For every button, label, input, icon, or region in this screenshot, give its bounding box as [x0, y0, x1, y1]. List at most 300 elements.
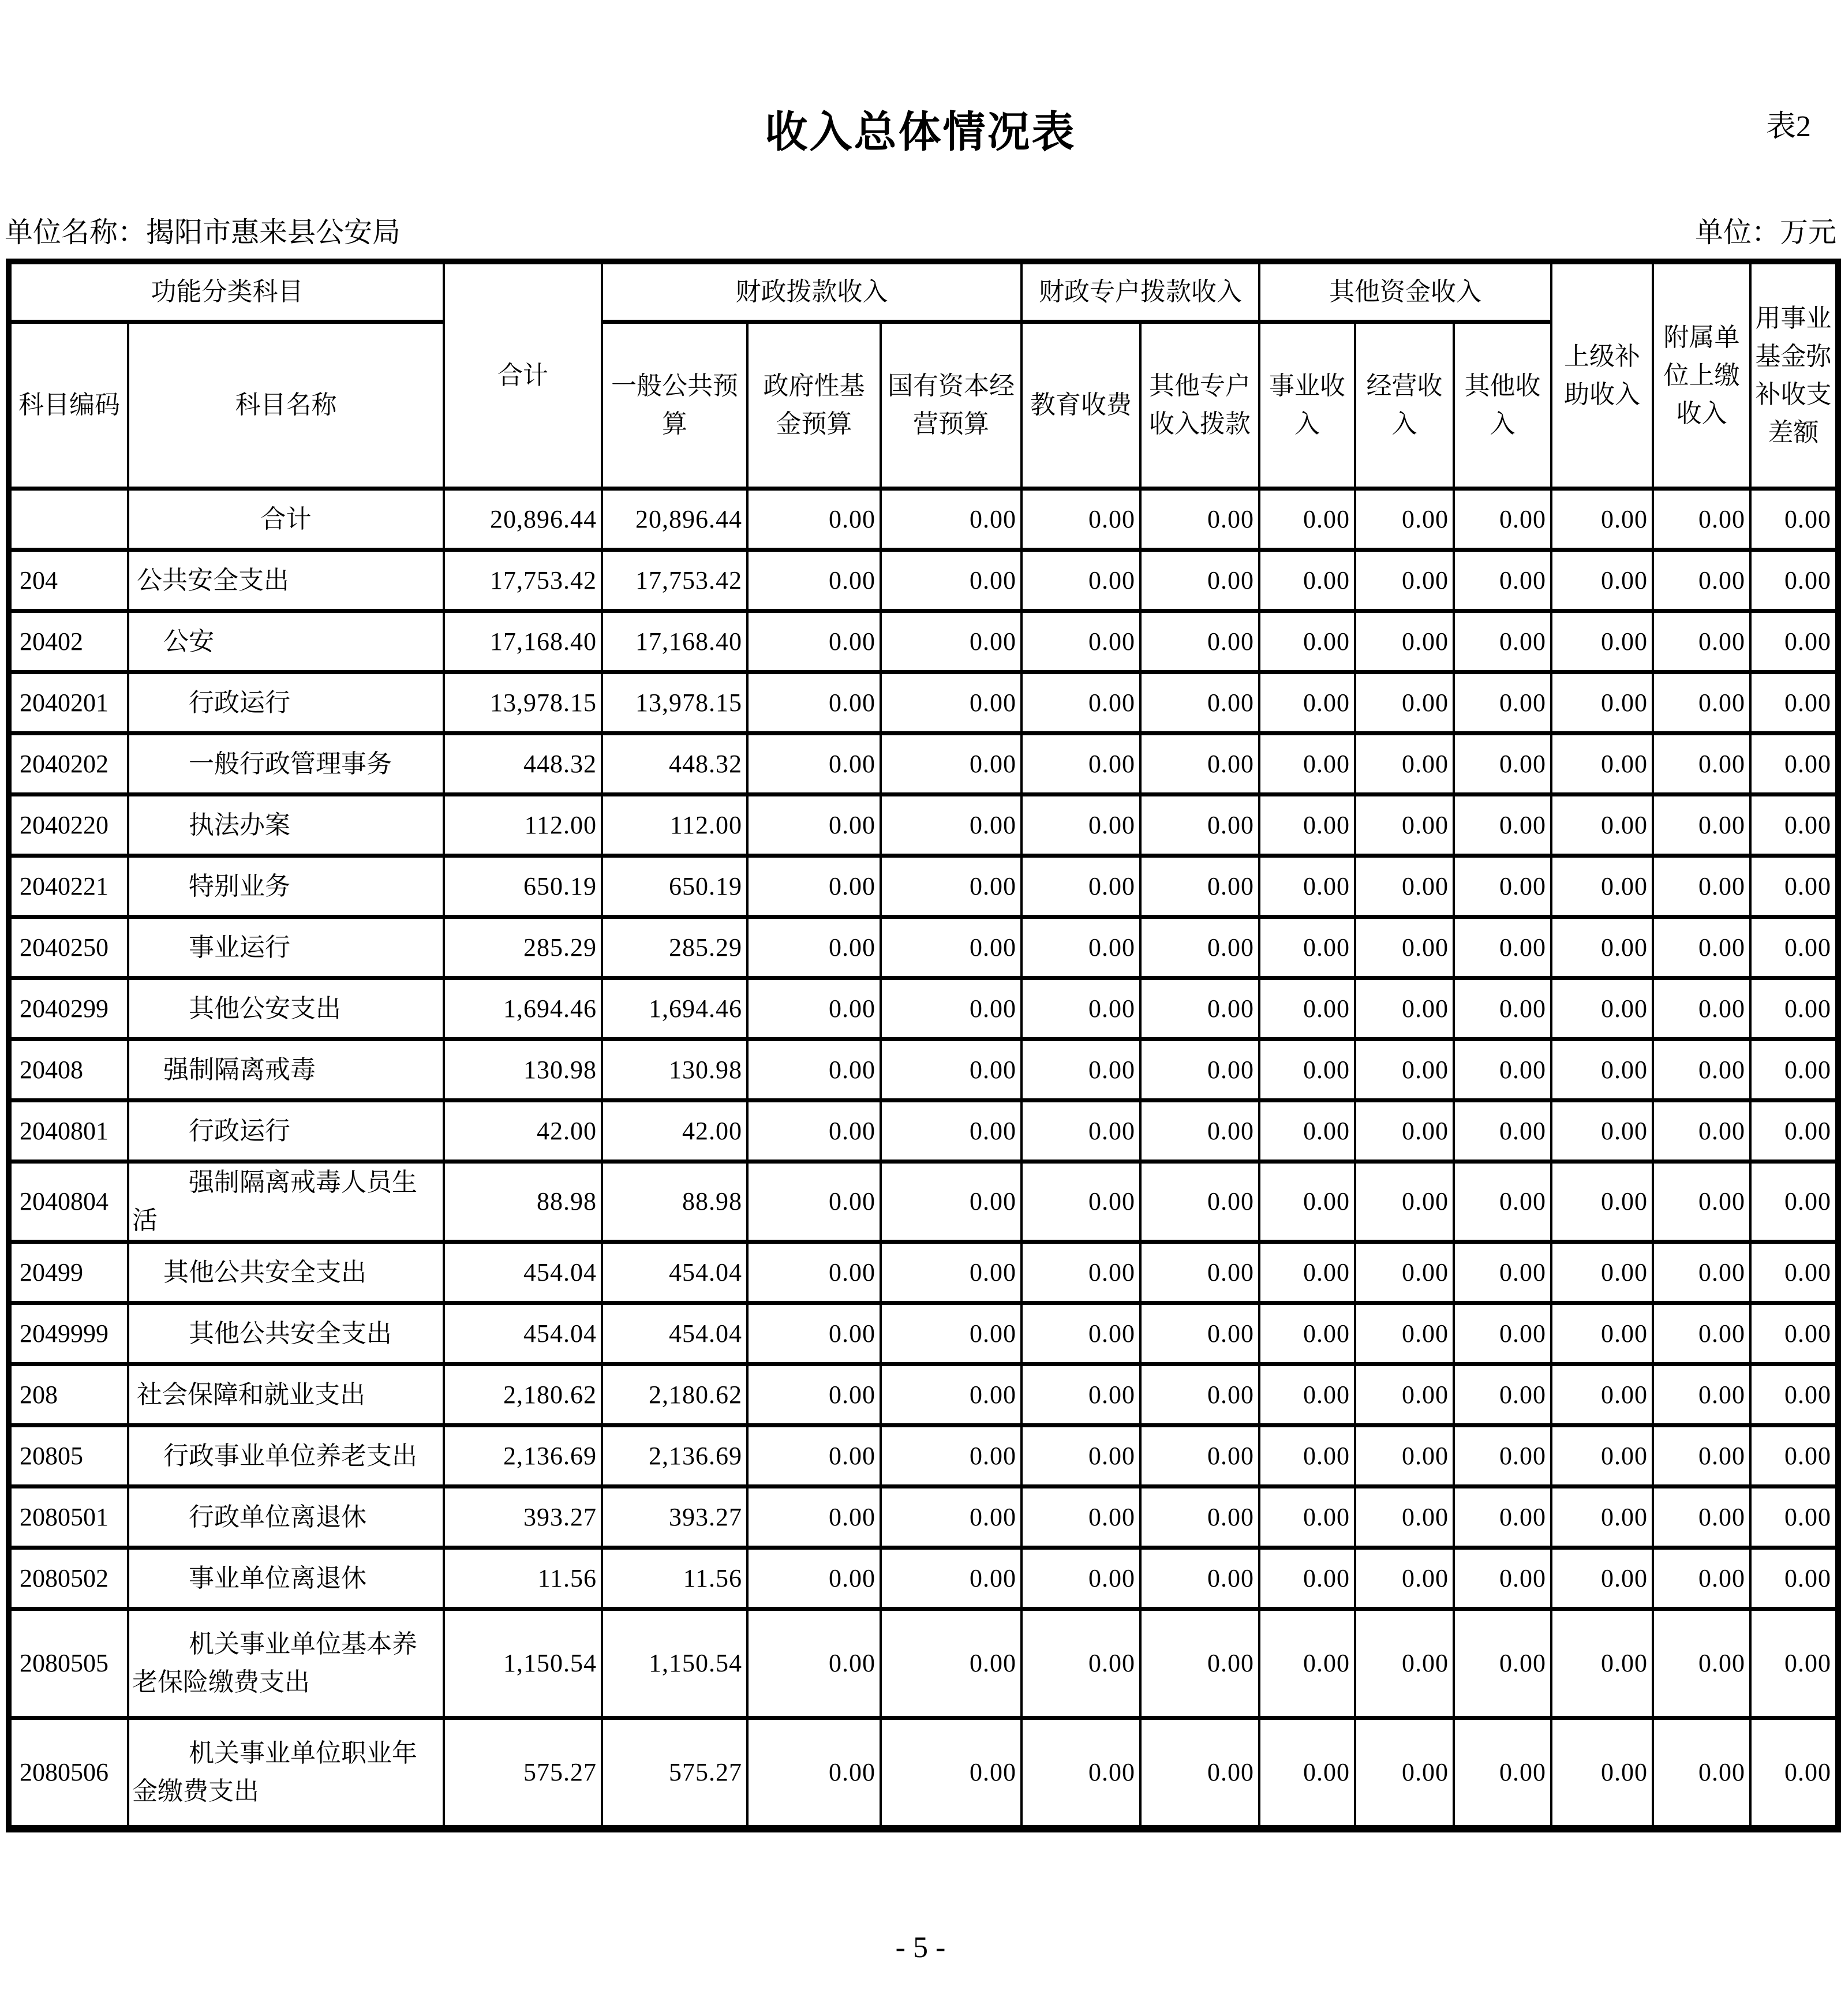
- unit-of-measure-label: 单位：万元: [1694, 216, 1836, 248]
- subject-name-cell: 社会保障和就业支出: [128, 1364, 444, 1426]
- value-cell: 13,978.15: [602, 672, 747, 734]
- table-row: [9, 1487, 1838, 1548]
- value-cell: 0.00: [1355, 1039, 1454, 1101]
- subject-name-cell: 特别业务: [128, 856, 444, 917]
- value-cell: 0.00: [1259, 1039, 1355, 1101]
- subject-code-cell: 204: [9, 550, 128, 611]
- value-cell: 454.04: [602, 1242, 747, 1303]
- value-cell: 0.00: [1653, 611, 1750, 672]
- subject-code-cell: 2040221: [9, 856, 128, 917]
- value-cell: 0.00: [1021, 1548, 1140, 1609]
- table-row: [9, 734, 1838, 795]
- value-cell: 0.00: [1551, 611, 1653, 672]
- value-cell: 0.00: [1021, 489, 1140, 550]
- subject-name-cell: 行政事业单位养老支出: [128, 1426, 444, 1487]
- value-cell: 0.00: [1750, 550, 1838, 611]
- value-cell: 0.00: [1551, 917, 1653, 978]
- value-cell: 0.00: [1259, 672, 1355, 734]
- value-cell: 0.00: [1259, 734, 1355, 795]
- value-cell: 0.00: [1750, 1609, 1838, 1718]
- subject-code-cell: 2080501: [9, 1487, 128, 1548]
- table-row: [9, 1426, 1838, 1487]
- value-cell: 0.00: [1355, 1609, 1454, 1718]
- value-cell: 0.00: [1750, 672, 1838, 734]
- value-cell: 0.00: [1454, 1426, 1551, 1487]
- value-cell: 0.00: [1140, 1039, 1259, 1101]
- subject-code-cell: 2040299: [9, 978, 128, 1039]
- value-cell: 0.00: [1653, 489, 1750, 550]
- value-cell: 0.00: [1355, 734, 1454, 795]
- value-cell: 0.00: [1750, 1242, 1838, 1303]
- value-cell: 0.00: [1140, 1242, 1259, 1303]
- value-cell: 0.00: [1355, 1426, 1454, 1487]
- value-cell: 650.19: [444, 856, 602, 917]
- value-cell: 0.00: [1140, 1548, 1259, 1609]
- value-cell: 0.00: [1021, 611, 1140, 672]
- value-cell: 0.00: [1355, 672, 1454, 734]
- value-cell: 0.00: [881, 550, 1021, 611]
- header-education-fees: 教育收费: [1021, 322, 1140, 489]
- table-row: [9, 856, 1838, 917]
- value-cell: 0.00: [881, 1548, 1021, 1609]
- value-cell: 0.00: [1454, 1487, 1551, 1548]
- value-cell: 0.00: [881, 1039, 1021, 1101]
- value-cell: 112.00: [444, 795, 602, 856]
- table-row: [9, 1364, 1838, 1426]
- subject-name-cell: 机关事业单位职业年金缴费支出: [128, 1718, 444, 1829]
- value-cell: 0.00: [1750, 917, 1838, 978]
- value-cell: 0.00: [1551, 1242, 1653, 1303]
- value-cell: 1,694.46: [602, 978, 747, 1039]
- value-cell: 0.00: [747, 611, 881, 672]
- value-cell: 0.00: [1551, 550, 1653, 611]
- value-cell: 0.00: [1021, 1101, 1140, 1162]
- value-cell: 0.00: [881, 856, 1021, 917]
- subject-name-cell: 一般行政管理事务: [128, 734, 444, 795]
- value-cell: 0.00: [1140, 1426, 1259, 1487]
- value-cell: 0.00: [1750, 1548, 1838, 1609]
- value-cell: 0.00: [1259, 856, 1355, 917]
- value-cell: 0.00: [1259, 550, 1355, 611]
- value-cell: 20,896.44: [602, 489, 747, 550]
- table-row: [9, 1162, 1838, 1242]
- value-cell: 0.00: [1551, 795, 1653, 856]
- value-cell: 0.00: [747, 1364, 881, 1426]
- value-cell: 0.00: [1140, 1162, 1259, 1242]
- value-cell: 11.56: [444, 1548, 602, 1609]
- value-cell: 1,694.46: [444, 978, 602, 1039]
- subject-code-cell: 20499: [9, 1242, 128, 1303]
- subject-code-cell: 20805: [9, 1426, 128, 1487]
- value-cell: 0.00: [1551, 1039, 1653, 1101]
- value-cell: 0.00: [747, 795, 881, 856]
- value-cell: 0.00: [1750, 611, 1838, 672]
- value-cell: 285.29: [602, 917, 747, 978]
- value-cell: 0.00: [1259, 611, 1355, 672]
- value-cell: 0.00: [1653, 978, 1750, 1039]
- value-cell: 0.00: [1140, 1718, 1259, 1829]
- value-cell: 17,168.40: [602, 611, 747, 672]
- table-tag: 表2: [1765, 110, 1811, 143]
- subject-name-cell: 执法办案: [128, 795, 444, 856]
- value-cell: 0.00: [1750, 1039, 1838, 1101]
- subject-code-cell: 2040201: [9, 672, 128, 734]
- value-cell: 0.00: [881, 1242, 1021, 1303]
- value-cell: 0.00: [1259, 1548, 1355, 1609]
- value-cell: 0.00: [1140, 734, 1259, 795]
- value-cell: 17,753.42: [444, 550, 602, 611]
- value-cell: 0.00: [1551, 1303, 1653, 1364]
- subject-name-cell: 事业运行: [128, 917, 444, 978]
- value-cell: 0.00: [747, 1487, 881, 1548]
- subject-code-cell: 2040801: [9, 1101, 128, 1162]
- value-cell: 0.00: [1454, 734, 1551, 795]
- value-cell: 0.00: [1454, 978, 1551, 1039]
- value-cell: 0.00: [1750, 856, 1838, 917]
- value-cell: 0.00: [1653, 550, 1750, 611]
- value-cell: 0.00: [881, 672, 1021, 734]
- header-superior-subsidy-income: 上级补助收入: [1551, 261, 1653, 489]
- value-cell: 0.00: [1454, 917, 1551, 978]
- value-cell: 0.00: [747, 1101, 881, 1162]
- subject-code-cell: 2040250: [9, 917, 128, 978]
- value-cell: 0.00: [881, 1364, 1021, 1426]
- table-row: [9, 1303, 1838, 1364]
- value-cell: 0.00: [1259, 1718, 1355, 1829]
- value-cell: 575.27: [444, 1718, 602, 1829]
- table-row: [9, 672, 1838, 734]
- value-cell: 88.98: [444, 1162, 602, 1242]
- value-cell: 575.27: [602, 1718, 747, 1829]
- page-number: - 5 -: [895, 1931, 946, 1964]
- income-overview-table: [6, 259, 1841, 1832]
- value-cell: 0.00: [1021, 917, 1140, 978]
- table-row: [9, 1718, 1838, 1829]
- value-cell: 0.00: [1140, 1609, 1259, 1718]
- value-cell: 0.00: [881, 734, 1021, 795]
- subject-name-cell: 其他公共安全支出: [128, 1303, 444, 1364]
- value-cell: 0.00: [1259, 1162, 1355, 1242]
- value-cell: 0.00: [1653, 1303, 1750, 1364]
- value-cell: 0.00: [1021, 1609, 1140, 1718]
- value-cell: 0.00: [1355, 1101, 1454, 1162]
- value-cell: 0.00: [1355, 1303, 1454, 1364]
- value-cell: 0.00: [1259, 1487, 1355, 1548]
- value-cell: 0.00: [1259, 489, 1355, 550]
- value-cell: 0.00: [881, 1609, 1021, 1718]
- value-cell: 0.00: [1259, 978, 1355, 1039]
- value-cell: 0.00: [1259, 1101, 1355, 1162]
- value-cell: 13,978.15: [444, 672, 602, 734]
- header-fiscal-appropriation-income: 财政拨款收入: [602, 261, 1021, 322]
- value-cell: 0.00: [1021, 672, 1140, 734]
- value-cell: 0.00: [1454, 1242, 1551, 1303]
- value-cell: 0.00: [1259, 1303, 1355, 1364]
- value-cell: 42.00: [444, 1101, 602, 1162]
- value-cell: 0.00: [1551, 1609, 1653, 1718]
- value-cell: 0.00: [1551, 1364, 1653, 1426]
- table-row: [9, 917, 1838, 978]
- value-cell: 0.00: [1140, 1487, 1259, 1548]
- value-cell: 0.00: [1551, 1162, 1653, 1242]
- header-fund-offset-balance: 用事业基金弥补收支差额: [1750, 261, 1838, 489]
- table-header: [9, 261, 1838, 489]
- subject-name-cell: 合计: [128, 489, 444, 550]
- value-cell: 0.00: [881, 1718, 1021, 1829]
- value-cell: 0.00: [1653, 1039, 1750, 1101]
- value-cell: 0.00: [1750, 734, 1838, 795]
- value-cell: 0.00: [747, 917, 881, 978]
- value-cell: 0.00: [747, 734, 881, 795]
- value-cell: 0.00: [1750, 1718, 1838, 1829]
- subject-name-cell: 行政运行: [128, 1101, 444, 1162]
- value-cell: 0.00: [1653, 856, 1750, 917]
- value-cell: 0.00: [1454, 1609, 1551, 1718]
- subject-code-cell: [9, 489, 128, 550]
- value-cell: 0.00: [1653, 1718, 1750, 1829]
- value-cell: 0.00: [1750, 489, 1838, 550]
- subject-code-cell: 2049999: [9, 1303, 128, 1364]
- meta-row: [5, 210, 1836, 250]
- value-cell: 0.00: [1454, 1039, 1551, 1101]
- subject-code-cell: 208: [9, 1364, 128, 1426]
- table-row: [9, 1242, 1838, 1303]
- value-cell: 0.00: [747, 1303, 881, 1364]
- value-cell: 0.00: [1355, 1487, 1454, 1548]
- value-cell: 17,168.40: [444, 611, 602, 672]
- subject-name-cell: 其他公共安全支出: [128, 1242, 444, 1303]
- subject-name-cell: 事业单位离退休: [128, 1548, 444, 1609]
- table-row: [9, 1609, 1838, 1718]
- value-cell: 454.04: [602, 1303, 747, 1364]
- value-cell: 0.00: [881, 1101, 1021, 1162]
- value-cell: 0.00: [1750, 1487, 1838, 1548]
- value-cell: 0.00: [1750, 1303, 1838, 1364]
- table-row: [9, 611, 1838, 672]
- value-cell: 0.00: [1355, 795, 1454, 856]
- value-cell: 0.00: [1551, 489, 1653, 550]
- subject-code-cell: 2040202: [9, 734, 128, 795]
- value-cell: 0.00: [1551, 1426, 1653, 1487]
- value-cell: 0.00: [1454, 1718, 1551, 1829]
- subject-code-cell: 2080502: [9, 1548, 128, 1609]
- subject-name-cell: 强制隔离戒毒人员生活: [128, 1162, 444, 1242]
- value-cell: 0.00: [1259, 1364, 1355, 1426]
- value-cell: 0.00: [1454, 795, 1551, 856]
- value-cell: 0.00: [1454, 856, 1551, 917]
- value-cell: 0.00: [1653, 672, 1750, 734]
- value-cell: 0.00: [1653, 1162, 1750, 1242]
- value-cell: 0.00: [1355, 1242, 1454, 1303]
- table-row: [9, 550, 1838, 611]
- unit-name-label: 单位名称：揭阳市惠来县公安局: [5, 216, 401, 248]
- value-cell: 2,136.69: [444, 1426, 602, 1487]
- value-cell: 0.00: [1653, 1101, 1750, 1162]
- value-cell: 0.00: [1454, 1162, 1551, 1242]
- value-cell: 0.00: [1653, 1609, 1750, 1718]
- value-cell: 0.00: [1750, 1162, 1838, 1242]
- value-cell: 0.00: [747, 1039, 881, 1101]
- table-row: [9, 1101, 1838, 1162]
- value-cell: 0.00: [881, 1426, 1021, 1487]
- table-row: [9, 1548, 1838, 1609]
- value-cell: 0.00: [1021, 1426, 1140, 1487]
- table-row: [9, 795, 1838, 856]
- value-cell: 0.00: [1454, 672, 1551, 734]
- value-cell: 285.29: [444, 917, 602, 978]
- subject-name-cell: 行政单位离退休: [128, 1487, 444, 1548]
- value-cell: 130.98: [602, 1039, 747, 1101]
- value-cell: 0.00: [1259, 795, 1355, 856]
- value-cell: 112.00: [602, 795, 747, 856]
- value-cell: 0.00: [1454, 1303, 1551, 1364]
- value-cell: 11.56: [602, 1548, 747, 1609]
- table-row: [9, 978, 1838, 1039]
- value-cell: 0.00: [1021, 856, 1140, 917]
- value-cell: 0.00: [1140, 672, 1259, 734]
- value-cell: 0.00: [1355, 489, 1454, 550]
- value-cell: 0.00: [1259, 1242, 1355, 1303]
- header-other-funds-income: 其他资金收入: [1259, 261, 1551, 322]
- value-cell: 1,150.54: [602, 1609, 747, 1718]
- header-other-income: 其他收入: [1454, 322, 1551, 489]
- value-cell: 0.00: [881, 917, 1021, 978]
- value-cell: 0.00: [1551, 734, 1653, 795]
- value-cell: 0.00: [1653, 1242, 1750, 1303]
- table-body: [9, 489, 1838, 1829]
- value-cell: 0.00: [1454, 550, 1551, 611]
- value-cell: 0.00: [1355, 550, 1454, 611]
- header-operating-income: 经营收入: [1355, 322, 1454, 489]
- value-cell: 0.00: [1551, 978, 1653, 1039]
- value-cell: 0.00: [1021, 795, 1140, 856]
- value-cell: 0.00: [747, 856, 881, 917]
- value-cell: 0.00: [747, 550, 881, 611]
- value-cell: 0.00: [1355, 1162, 1454, 1242]
- value-cell: 0.00: [747, 1548, 881, 1609]
- value-cell: 0.00: [1750, 1426, 1838, 1487]
- value-cell: 0.00: [1140, 795, 1259, 856]
- value-cell: 0.00: [1140, 611, 1259, 672]
- subject-name-cell: 强制隔离戒毒: [128, 1039, 444, 1101]
- table-row: [9, 1039, 1838, 1101]
- value-cell: 0.00: [1750, 795, 1838, 856]
- value-cell: 454.04: [444, 1242, 602, 1303]
- value-cell: 0.00: [1551, 1718, 1653, 1829]
- value-cell: 0.00: [1021, 1162, 1140, 1242]
- value-cell: 0.00: [881, 489, 1021, 550]
- value-cell: 0.00: [1454, 489, 1551, 550]
- value-cell: 0.00: [1140, 1101, 1259, 1162]
- value-cell: 0.00: [747, 1609, 881, 1718]
- value-cell: 0.00: [1653, 1548, 1750, 1609]
- header-total: 合计: [444, 261, 602, 489]
- value-cell: 0.00: [747, 489, 881, 550]
- value-cell: 0.00: [881, 1487, 1021, 1548]
- value-cell: 0.00: [1140, 550, 1259, 611]
- value-cell: 0.00: [1653, 1364, 1750, 1426]
- header-fiscal-special-account-income: 财政专户拨款收入: [1021, 261, 1259, 322]
- subject-code-cell: 2080505: [9, 1609, 128, 1718]
- value-cell: 0.00: [1454, 611, 1551, 672]
- value-cell: 0.00: [881, 1303, 1021, 1364]
- value-cell: 0.00: [1355, 978, 1454, 1039]
- subject-name-cell: 公安: [128, 611, 444, 672]
- subject-code-cell: 20408: [9, 1039, 128, 1101]
- value-cell: 0.00: [1551, 1548, 1653, 1609]
- value-cell: 0.00: [881, 795, 1021, 856]
- value-cell: 0.00: [1021, 1718, 1140, 1829]
- value-cell: 0.00: [1355, 1718, 1454, 1829]
- value-cell: 0.00: [747, 672, 881, 734]
- value-cell: 0.00: [1355, 1364, 1454, 1426]
- value-cell: 0.00: [1021, 1242, 1140, 1303]
- value-cell: 0.00: [1021, 1364, 1140, 1426]
- value-cell: 0.00: [881, 978, 1021, 1039]
- value-cell: 393.27: [444, 1487, 602, 1548]
- value-cell: 454.04: [444, 1303, 602, 1364]
- value-cell: 0.00: [1259, 917, 1355, 978]
- value-cell: 0.00: [1021, 1039, 1140, 1101]
- subject-code-cell: 2080506: [9, 1718, 128, 1829]
- value-cell: 0.00: [1140, 1364, 1259, 1426]
- value-cell: 393.27: [602, 1487, 747, 1548]
- value-cell: 0.00: [1140, 856, 1259, 917]
- value-cell: 0.00: [881, 1162, 1021, 1242]
- subject-code-cell: 2040804: [9, 1162, 128, 1242]
- value-cell: 17,753.42: [602, 550, 747, 611]
- value-cell: 0.00: [1355, 917, 1454, 978]
- value-cell: 0.00: [1750, 1101, 1838, 1162]
- value-cell: 0.00: [747, 1162, 881, 1242]
- value-cell: 448.32: [602, 734, 747, 795]
- value-cell: 0.00: [1355, 856, 1454, 917]
- value-cell: 88.98: [602, 1162, 747, 1242]
- value-cell: 0.00: [1653, 1487, 1750, 1548]
- value-cell: 2,180.62: [602, 1364, 747, 1426]
- value-cell: 0.00: [1021, 1303, 1140, 1364]
- value-cell: 0.00: [1454, 1548, 1551, 1609]
- value-cell: 448.32: [444, 734, 602, 795]
- value-cell: 0.00: [1355, 1548, 1454, 1609]
- value-cell: 0.00: [1454, 1364, 1551, 1426]
- value-cell: 0.00: [1140, 489, 1259, 550]
- value-cell: 0.00: [1551, 1487, 1653, 1548]
- value-cell: 20,896.44: [444, 489, 602, 550]
- value-cell: 0.00: [1653, 795, 1750, 856]
- value-cell: 0.00: [747, 1718, 881, 1829]
- value-cell: 0.00: [1021, 978, 1140, 1039]
- value-cell: 42.00: [602, 1101, 747, 1162]
- value-cell: 0.00: [1551, 856, 1653, 917]
- value-cell: 0.00: [1355, 611, 1454, 672]
- header-government-fund-budget: 政府性基金预算: [747, 322, 881, 489]
- value-cell: 0.00: [1454, 1101, 1551, 1162]
- value-cell: 0.00: [1021, 734, 1140, 795]
- header-subject-code: 科目编码: [9, 322, 128, 489]
- subject-name-cell: 公共安全支出: [128, 550, 444, 611]
- value-cell: 0.00: [1551, 672, 1653, 734]
- value-cell: 650.19: [602, 856, 747, 917]
- value-cell: 0.00: [1551, 1101, 1653, 1162]
- page-title: 收入总体情况表: [765, 109, 1076, 156]
- value-cell: 0.00: [1140, 978, 1259, 1039]
- subject-code-cell: 20402: [9, 611, 128, 672]
- value-cell: 0.00: [1653, 917, 1750, 978]
- header-subject-name: 科目名称: [128, 322, 444, 489]
- header-business-income: 事业收入: [1259, 322, 1355, 489]
- value-cell: 0.00: [1140, 917, 1259, 978]
